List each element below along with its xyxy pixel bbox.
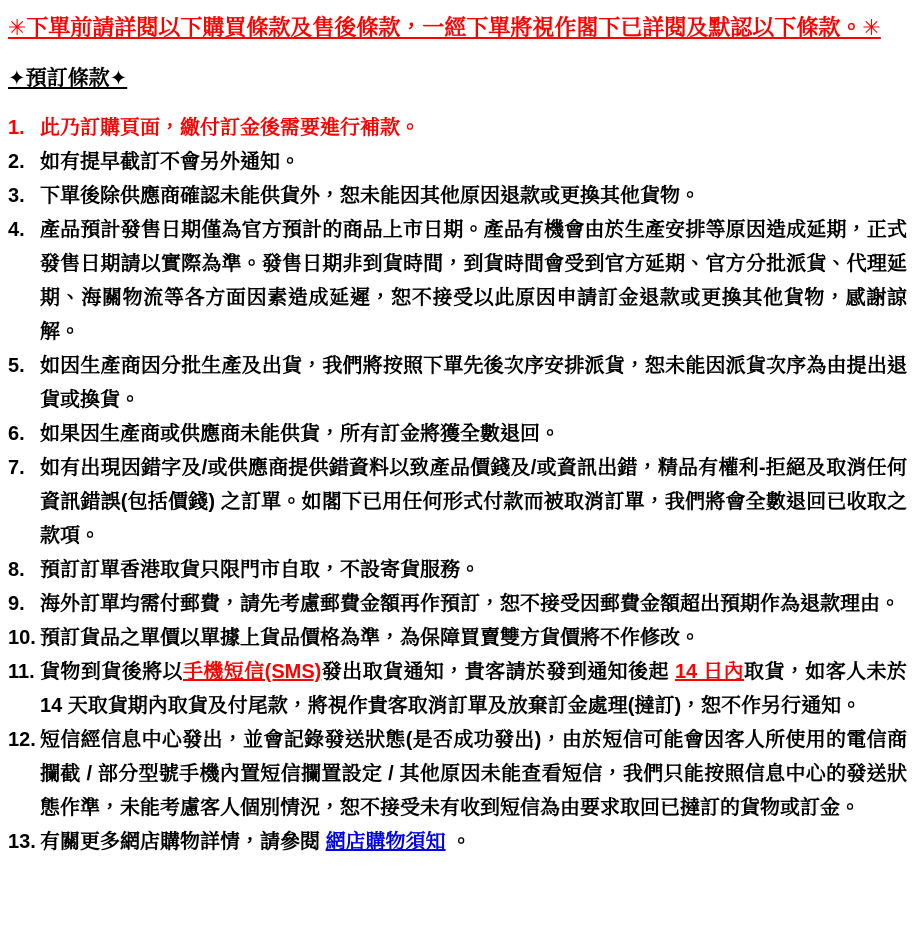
term-number: 5. (8, 355, 25, 377)
term-text-segment: 。 (445, 831, 472, 853)
term-item (8, 145, 907, 179)
term-item (8, 213, 907, 349)
term-text-segment: 如有出現因錯字及/或供應商提供錯資料以致產品價錢及/或資訊出錯，精品有權利-拒絕及取消任何資訊錯誤(包括價錢) 之訂單。如閣下已用任何形式付款而被取消訂單，我們將會全數退回已收取之款項。 (40, 457, 907, 547)
term-text-segment: 產品預計發售日期僅為官方預計的商品上市日期。產品有機會由於生產安排等原因造成延期，正式發售日期請以實際為準。發售日期非到貨時間，到貨時間會受到官方延期、官方分批派貨、代理延期、海關物流等各方面因素造成延遲，恕不接受以此原因申請訂金退款或更換其他貨物，感謝諒解。 (40, 219, 907, 343)
term-text-segment: 發出取貨通知，貴客請於發到通知後起 (321, 661, 675, 683)
term-item (8, 723, 907, 825)
term-text (40, 219, 907, 343)
term-item (8, 655, 907, 723)
term-text (40, 661, 907, 717)
term-item (8, 451, 907, 553)
term-item (8, 349, 907, 417)
term-number: 11. (8, 661, 35, 683)
term-number: 12. (8, 729, 36, 751)
term-text-segment: 此乃訂購頁面，繳付訂金後需要進行補款。 (40, 117, 420, 139)
term-item (8, 553, 907, 587)
term-text (40, 355, 907, 411)
term-item (8, 111, 907, 145)
terms-list (8, 111, 907, 859)
term-text-segment: 預訂貨品之單價以單據上貨品價格為準，為保障買賣雙方貨價將不作修改。 (40, 627, 700, 649)
term-number: 3. (8, 185, 25, 207)
term-item (8, 621, 907, 655)
term-text-segment: 預訂訂單香港取貨只限門市自取，不設寄貨服務。 (40, 559, 480, 581)
term-text (40, 729, 907, 819)
term-number: 2. (8, 151, 25, 173)
term-item (8, 587, 907, 621)
term-text (40, 831, 471, 853)
term-text (40, 151, 300, 173)
term-text (40, 627, 700, 649)
highlighted-phrase: 手機短信(SMS) (182, 661, 322, 683)
term-number: 4. (8, 219, 25, 241)
term-text (40, 559, 480, 581)
term-text-segment: 短信經信息中心發出，並會記錄發送狀態(是否成功發出)，由於短信可能會因客人所使用的電信商攔截 / 部分型號手機內置短信攔置設定 / 其他原因未能查看短信，我們只能按照信息中心的發送狀態作準，未能考慮客人個別情況，恕不接受未有收到短信為由要求取回已撻訂的貨物或訂金。 (40, 729, 907, 819)
term-text (40, 117, 420, 139)
term-text-segment: 如果因生產商或供應商未能供貨，所有訂金將獲全數退回。 (40, 423, 560, 445)
term-text-segment: 下單後除供應商確認未能供貨外，恕未能因其他原因退款或更換其他貨物。 (40, 185, 700, 207)
term-item (8, 825, 907, 859)
term-text (40, 423, 560, 445)
term-number: 8. (8, 559, 25, 581)
store-shopping-guide-link[interactable]: 網店購物須知 (325, 831, 446, 853)
term-number: 1. (8, 117, 25, 139)
term-text (40, 593, 900, 615)
term-text-segment: 海外訂單均需付郵費，請先考慮郵費金額再作預訂，恕不接受因郵費金額超出預期作為退款理由。 (40, 593, 900, 615)
term-number: 13. (8, 831, 36, 853)
term-item (8, 417, 907, 451)
term-number: 6. (8, 423, 25, 445)
term-text (40, 457, 907, 547)
term-number: 9. (8, 593, 25, 615)
term-text-segment: 如因生產商因分批生產及出貨，我們將按照下單先後次序安排派貨，恕未能因派貨次序為由提出退貨或換貨。 (40, 355, 907, 411)
term-text (40, 185, 700, 207)
term-number: 7. (8, 457, 25, 479)
term-text-segment: 取貨，如客人未於 14 天取貨期內取貨及付尾款，將視作貴客取消訂單及放棄訂金處理(撻訂)，恕不作另行通知。 (40, 661, 907, 717)
term-text-segment: 貨物到貨後將以 (40, 661, 183, 683)
page-title: ✳下單前請詳閱以下購買條款及售後條款，一經下單將視作閣下已詳閱及默認以下條款。✳ (8, 15, 881, 40)
section-heading: ✦預訂條款✦ (8, 67, 128, 90)
highlighted-phrase: 14 日內 (674, 661, 745, 683)
term-number: 10. (8, 627, 36, 649)
term-item (8, 179, 907, 213)
term-text-segment: 有關更多網店購物詳情，請參閱 (40, 831, 326, 853)
term-text-segment: 如有提早截訂不會另外通知。 (40, 151, 300, 173)
